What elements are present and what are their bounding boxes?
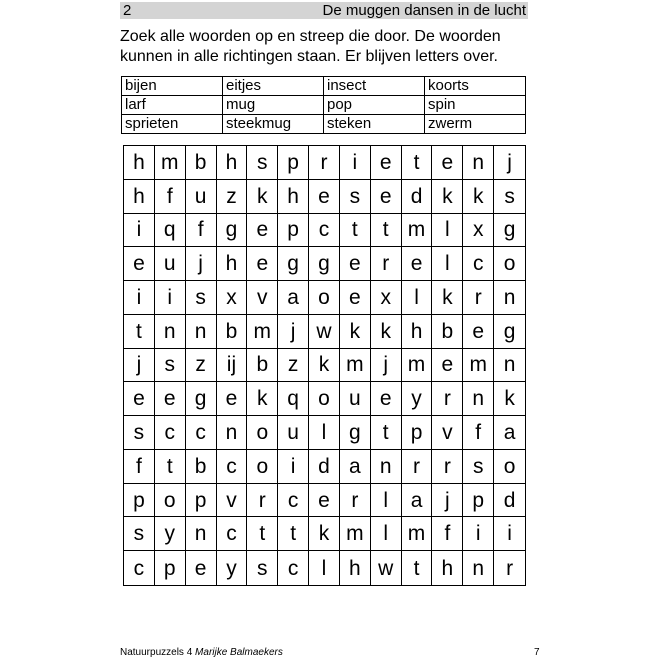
grid-cell[interactable]: e <box>371 382 402 416</box>
grid-cell[interactable]: f <box>432 517 463 551</box>
grid-cell[interactable]: g <box>217 214 248 248</box>
grid-cell[interactable]: z <box>186 349 217 383</box>
word-search-grid-frame <box>123 145 526 586</box>
grid-cell[interactable]: j <box>124 349 155 383</box>
grid-cell[interactable]: j <box>494 146 525 180</box>
grid-cell[interactable]: m <box>402 214 433 248</box>
grid-cell[interactable]: k <box>432 281 463 315</box>
grid-cell[interactable]: t <box>247 517 278 551</box>
grid-cell[interactable]: e <box>340 281 371 315</box>
grid-cell[interactable]: k <box>371 315 402 349</box>
grid-cell[interactable]: m <box>402 349 433 383</box>
grid-cell[interactable]: p <box>402 416 433 450</box>
grid-cell[interactable]: s <box>463 450 494 484</box>
grid-cell[interactable]: l <box>309 551 340 585</box>
word-list-item: koorts <box>425 77 526 96</box>
grid-cell[interactable]: n <box>463 382 494 416</box>
grid-cell[interactable]: ij <box>217 349 248 383</box>
word-list-row <box>122 115 526 134</box>
footer-credit <box>120 647 283 659</box>
grid-cell[interactable]: l <box>432 247 463 281</box>
grid-cell[interactable]: x <box>371 281 402 315</box>
grid-cell[interactable]: i <box>124 281 155 315</box>
header-bar <box>120 2 528 19</box>
word-search-grid <box>124 146 525 585</box>
grid-cell[interactable]: w <box>371 551 402 585</box>
grid-cell[interactable]: j <box>432 484 463 518</box>
grid-cell[interactable]: u <box>186 180 217 214</box>
grid-cell[interactable]: e <box>186 551 217 585</box>
grid-cell[interactable]: p <box>155 551 186 585</box>
grid-cell[interactable]: c <box>278 551 309 585</box>
grid-cell[interactable]: r <box>309 146 340 180</box>
grid-cell[interactable]: a <box>402 484 433 518</box>
grid-cell[interactable]: k <box>309 349 340 383</box>
grid-cell[interactable]: s <box>247 551 278 585</box>
grid-cell[interactable]: r <box>340 484 371 518</box>
grid-cell[interactable]: j <box>186 247 217 281</box>
grid-cell[interactable]: k <box>309 517 340 551</box>
instructions-line: kunnen in alle richtingen staan. Er blijven letters over. <box>120 48 498 65</box>
grid-cell[interactable]: e <box>247 214 278 248</box>
grid-cell[interactable]: o <box>309 281 340 315</box>
grid-cell[interactable]: s <box>494 180 525 214</box>
grid-cell[interactable]: d <box>494 484 525 518</box>
grid-cell[interactable]: n <box>463 146 494 180</box>
grid-cell[interactable]: e <box>217 382 248 416</box>
grid-cell[interactable]: c <box>217 450 248 484</box>
grid-cell[interactable]: f <box>463 416 494 450</box>
word-list-item: insect <box>324 77 425 96</box>
grid-cell[interactable]: e <box>340 247 371 281</box>
grid-cell[interactable]: m <box>247 315 278 349</box>
grid-cell[interactable]: b <box>432 315 463 349</box>
grid-cell[interactable]: k <box>463 180 494 214</box>
author-name: Marijke Balmaekers <box>195 647 283 658</box>
grid-cell[interactable]: v <box>217 484 248 518</box>
grid-cell[interactable]: e <box>371 180 402 214</box>
grid-cell[interactable]: k <box>340 315 371 349</box>
grid-cell[interactable]: i <box>155 281 186 315</box>
grid-cell[interactable]: h <box>402 315 433 349</box>
grid-cell[interactable]: s <box>124 517 155 551</box>
grid-cell[interactable]: k <box>247 382 278 416</box>
grid-cell[interactable]: r <box>463 281 494 315</box>
grid-cell[interactable]: i <box>124 214 155 248</box>
grid-cell[interactable]: p <box>278 214 309 248</box>
grid-cell[interactable]: m <box>463 349 494 383</box>
grid-cell[interactable]: u <box>340 382 371 416</box>
grid-cell[interactable]: m <box>340 349 371 383</box>
grid-cell[interactable]: r <box>247 484 278 518</box>
grid-cell[interactable]: r <box>432 382 463 416</box>
grid-cell[interactable]: l <box>371 484 402 518</box>
grid-cell[interactable]: c <box>309 214 340 248</box>
grid-cell[interactable]: s <box>186 281 217 315</box>
grid-cell[interactable]: t <box>124 315 155 349</box>
grid-cell[interactable]: x <box>463 214 494 248</box>
grid-cell[interactable]: n <box>494 281 525 315</box>
grid-cell[interactable]: y <box>402 382 433 416</box>
grid-cell[interactable]: c <box>155 416 186 450</box>
grid-cell[interactable]: g <box>278 247 309 281</box>
grid-cell[interactable]: i <box>494 517 525 551</box>
grid-cell[interactable]: s <box>124 416 155 450</box>
grid-cell[interactable]: e <box>247 247 278 281</box>
grid-cell[interactable]: o <box>494 450 525 484</box>
grid-cell[interactable]: l <box>432 214 463 248</box>
grid-cell[interactable]: r <box>371 247 402 281</box>
grid-cell[interactable]: o <box>247 450 278 484</box>
grid-cell[interactable]: a <box>340 450 371 484</box>
grid-cell[interactable]: e <box>432 349 463 383</box>
grid-cell[interactable]: o <box>247 416 278 450</box>
grid-cell[interactable]: g <box>340 416 371 450</box>
grid-cell[interactable]: f <box>155 180 186 214</box>
grid-cell[interactable]: h <box>278 180 309 214</box>
grid-cell[interactable]: n <box>494 349 525 383</box>
word-list-row <box>122 96 526 115</box>
word-list-item: spin <box>425 96 526 115</box>
grid-cell[interactable]: g <box>186 382 217 416</box>
grid-cell[interactable]: a <box>278 281 309 315</box>
grid-cell[interactable]: c <box>186 416 217 450</box>
grid-cell[interactable]: g <box>494 214 525 248</box>
grid-cell[interactable]: j <box>371 349 402 383</box>
grid-cell[interactable]: i <box>340 146 371 180</box>
grid-cell[interactable]: h <box>124 180 155 214</box>
grid-cell[interactable]: u <box>155 247 186 281</box>
grid-cell[interactable]: q <box>155 214 186 248</box>
grid-cell[interactable]: t <box>155 450 186 484</box>
grid-cell[interactable]: z <box>217 180 248 214</box>
grid-cell[interactable]: j <box>278 315 309 349</box>
instructions-line: Zoek alle woorden op en streep die door. De woorden <box>120 28 501 45</box>
word-list-item: mug <box>223 96 324 115</box>
grid-cell[interactable]: r <box>432 450 463 484</box>
grid-cell[interactable]: e <box>155 382 186 416</box>
grid-cell[interactable]: n <box>186 517 217 551</box>
grid-cell[interactable]: t <box>402 146 433 180</box>
grid-cell[interactable]: n <box>217 416 248 450</box>
grid-cell[interactable]: r <box>506 556 514 580</box>
grid-cell[interactable]: w <box>309 315 340 349</box>
word-list-table <box>121 76 526 134</box>
grid-cell[interactable]: x <box>217 281 248 315</box>
grid-cell[interactable]: k <box>494 382 525 416</box>
grid-cell[interactable]: e <box>402 247 433 281</box>
grid-cell[interactable]: z <box>278 349 309 383</box>
grid-cell[interactable]: a <box>494 416 525 450</box>
word-list-item: bijen <box>122 77 223 96</box>
grid-cell[interactable]: n <box>186 315 217 349</box>
grid-cell[interactable]: e <box>124 247 155 281</box>
grid-cell[interactable]: k <box>432 180 463 214</box>
grid-cell[interactable]: m <box>402 517 433 551</box>
grid-cell[interactable]: f <box>124 450 155 484</box>
word-list-item: eitjes <box>223 77 324 96</box>
puzzle-title: De muggen dansen in de lucht <box>322 2 526 19</box>
grid-cell[interactable]: e <box>371 146 402 180</box>
grid-cell[interactable]: c <box>278 484 309 518</box>
grid-cell[interactable]: b <box>247 349 278 383</box>
instructions <box>120 27 540 67</box>
grid-cell[interactable]: m <box>340 517 371 551</box>
grid-cell[interactable]: p <box>186 484 217 518</box>
grid-cell[interactable]: b <box>217 315 248 349</box>
grid-cell[interactable]: l <box>371 517 402 551</box>
grid-cell[interactable]: c <box>217 517 248 551</box>
word-list-item: pop <box>324 96 425 115</box>
word-list-item: larf <box>122 96 223 115</box>
grid-cell[interactable]: c <box>463 247 494 281</box>
grid-cell[interactable]: u <box>278 416 309 450</box>
word-list-row <box>122 77 526 96</box>
grid-cell[interactable]: p <box>278 146 309 180</box>
grid-cell[interactable]: d <box>309 450 340 484</box>
page-number: 7 <box>534 647 540 658</box>
grid-cell[interactable]: e <box>309 180 340 214</box>
grid-cell[interactable]: y <box>217 551 248 585</box>
grid-cell[interactable]: p <box>124 484 155 518</box>
grid-cell[interactable]: f <box>186 214 217 248</box>
grid-cell[interactable]: v <box>432 416 463 450</box>
grid-cell[interactable]: g <box>309 247 340 281</box>
word-list-item: sprieten <box>122 115 223 134</box>
grid-cell[interactable]: t <box>278 517 309 551</box>
grid-cell[interactable]: e <box>309 484 340 518</box>
grid-cell[interactable]: c <box>124 551 155 585</box>
grid-cell[interactable]: b <box>186 146 217 180</box>
grid-cell[interactable]: t <box>402 551 433 585</box>
grid-cell[interactable]: d <box>402 180 433 214</box>
grid-cell[interactable]: o <box>309 382 340 416</box>
grid-cell[interactable]: n <box>463 551 494 585</box>
grid-cell[interactable]: h <box>340 551 371 585</box>
grid-cell[interactable]: s <box>340 180 371 214</box>
grid-cell[interactable]: h <box>432 551 463 585</box>
book-title: Natuurpuzzels 4 <box>120 647 193 658</box>
grid-cell[interactable]: i <box>278 450 309 484</box>
grid-cell[interactable]: s <box>155 349 186 383</box>
grid-cell[interactable]: t <box>340 214 371 248</box>
grid-cell[interactable]: p <box>463 484 494 518</box>
grid-cell[interactable]: b <box>186 450 217 484</box>
grid-cell[interactable]: y <box>155 517 186 551</box>
grid-cell[interactable]: l <box>402 281 433 315</box>
grid-cell[interactable]: e <box>124 382 155 416</box>
grid-cell[interactable]: r <box>402 450 433 484</box>
grid-cell[interactable]: g <box>494 315 525 349</box>
grid-cell[interactable]: k <box>247 180 278 214</box>
grid-cell[interactable]: m <box>155 146 186 180</box>
grid-cell[interactable]: o <box>155 484 186 518</box>
grid-cell[interactable]: q <box>278 382 309 416</box>
grid-cell[interactable]: h <box>217 247 248 281</box>
grid-cell[interactable]: n <box>371 450 402 484</box>
grid-cell[interactable]: e <box>463 315 494 349</box>
grid-cell[interactable]: t <box>371 416 402 450</box>
word-list-item: steken <box>324 115 425 134</box>
grid-cell[interactable]: h <box>124 146 155 180</box>
grid-cell[interactable]: l <box>309 416 340 450</box>
grid-cell[interactable]: s <box>247 146 278 180</box>
grid-cell[interactable]: h <box>217 146 248 180</box>
grid-cell[interactable]: i <box>463 517 494 551</box>
word-list-item: steekmug <box>223 115 324 134</box>
puzzle-number: 2 <box>123 2 132 19</box>
grid-cell[interactable]: o <box>494 247 525 281</box>
word-list-item: zwerm <box>425 115 526 134</box>
grid-cell[interactable]: v <box>247 281 278 315</box>
grid-cell[interactable]: t <box>371 214 402 248</box>
grid-cell[interactable]: e <box>432 146 463 180</box>
grid-cell[interactable]: n <box>155 315 186 349</box>
